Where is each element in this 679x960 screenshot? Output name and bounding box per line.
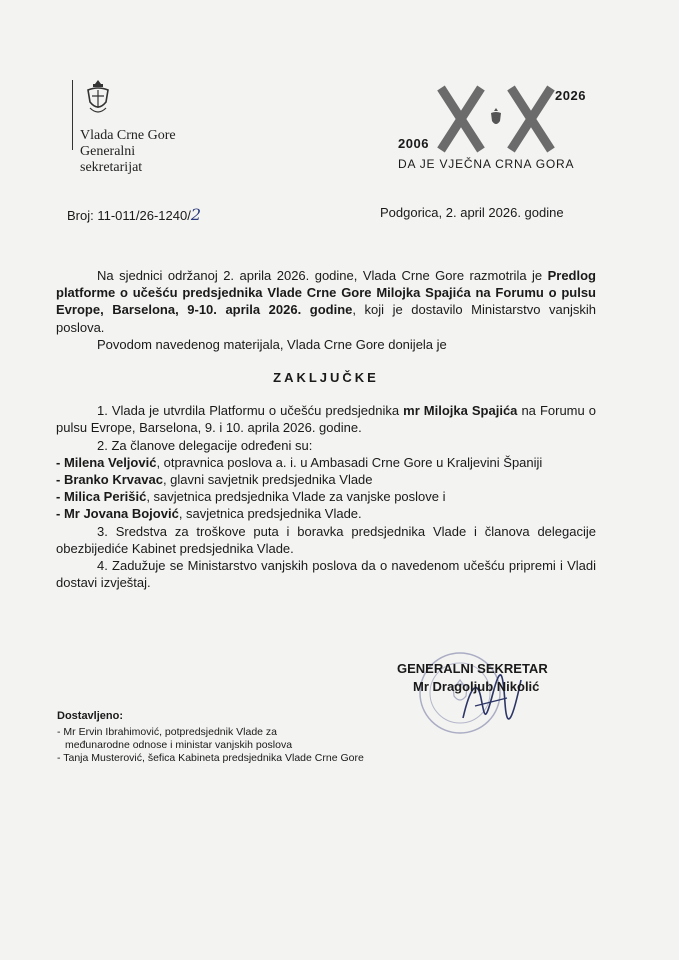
conclusion-3: 3. Sredstva za troškove puta i boravka predsjednika Vlade i članova delegacije obezbijediće Kabinet predsjednika Vlade. [56,523,596,556]
organization-name [80,128,176,176]
conclusion-1 [56,402,596,436]
conclusion-1-bold: mr Milojka Spajića [403,403,518,419]
delegate-2-role: , glavni savjetnik predsjednika Vlade [162,472,373,488]
delegate-2-name: - Branko Krvavac [56,472,163,488]
logo-year-end: 2026 [555,88,586,103]
distribution-item-1: - Mr Ervin Ibrahimović, potpredsjednik Vlade za [57,726,278,738]
reference-hand-suffix: 2 [190,205,202,224]
signatory-title: GENERALNI SEKRETAR [397,661,548,676]
document-body [56,267,596,591]
reference-number-text: Broj: 11-011/26-1240/ [67,208,191,223]
signature-block [397,660,548,696]
intro-paragraph [56,267,596,336]
conclusion-1-a: 1. Vlada je utvrdila Platformu o učešću predsjednika [97,403,404,419]
distribution-heading: Dostavljeno: [57,710,124,722]
delegate-4 [56,505,596,522]
delegate-3-name: - Milica Perišić [56,489,147,505]
distribution-list [57,710,364,765]
delegate-3-role: , savjetnica predsjednika Vlade za vanjske poslove i [146,489,446,505]
conclusion-1-c: na Forumu o pulsu Evrope, Barselona, 9. i 10. aprila 2026. godine. [56,403,596,436]
conclusions-heading: ZAKLJUČKE [273,370,379,386]
delegate-1-role: , otpravnica poslova a. i. u Ambasadi Crne Gore u Kraljevini Španiji [156,454,543,470]
delegate-1 [56,454,596,471]
conclusion-2: 2. Za članove delegacije određeni su: [97,437,313,453]
xx-logo-icon [436,84,556,154]
intro-text-a: Na sjednici održanoj 2. aprila 2026. godine, Vlada Crne Gore razmotrila je [97,268,548,283]
document-date: Podgorica, 2. april 2026. godine [380,205,564,220]
distribution-item-2: - Tanja Musterović, šefica Kabineta predsjednika Vlade Crne Gore [57,752,364,764]
coat-of-arms-icon [84,78,112,118]
delegate-1-name: - Milena Veljović [56,454,157,470]
signatory-name: Mr Dragoljub Nikolić [413,679,540,694]
conclusion-4: 4. Zadužuje se Ministarstvo vanjskih poslova da o navedenom učešću pripremi i Vladi dostavi izvještaj. [56,558,596,591]
anniversary-logo [390,80,600,180]
delegate-3 [56,488,596,505]
org-line-2: Generalni [80,144,136,159]
delegate-4-name: - Mr Jovana Bojović [56,506,179,522]
reference-number [67,205,201,224]
distribution-item-1-cont: međunarodne odnose i ministar vanjskih poslova [65,739,293,751]
logo-motto: DA JE VJEČNA CRNA GORA [398,157,575,171]
delegate-2 [56,471,596,488]
header-divider [72,80,73,150]
intro-text-c: , koji je dostavilo Ministarstvo vanjskih poslova. [56,302,596,335]
delegate-4-role: , savjetnica predsjednika Vlade. [178,506,362,522]
org-line-1: Vlada Crne Gore [80,128,176,143]
intro-text-bold: Predlog platforme o učešću predsjednika Vlade Crne Gore Milojka Spajića na Forumu o pulsu Evrope, Barselona, 9-10. aprila 2026. godine [56,268,596,318]
logo-year-start: 2006 [398,136,429,151]
org-line-3: sekretarijat [80,160,143,175]
second-paragraph: Povodom navedenog materijala, Vlada Crne Gore donijela je [97,336,447,352]
